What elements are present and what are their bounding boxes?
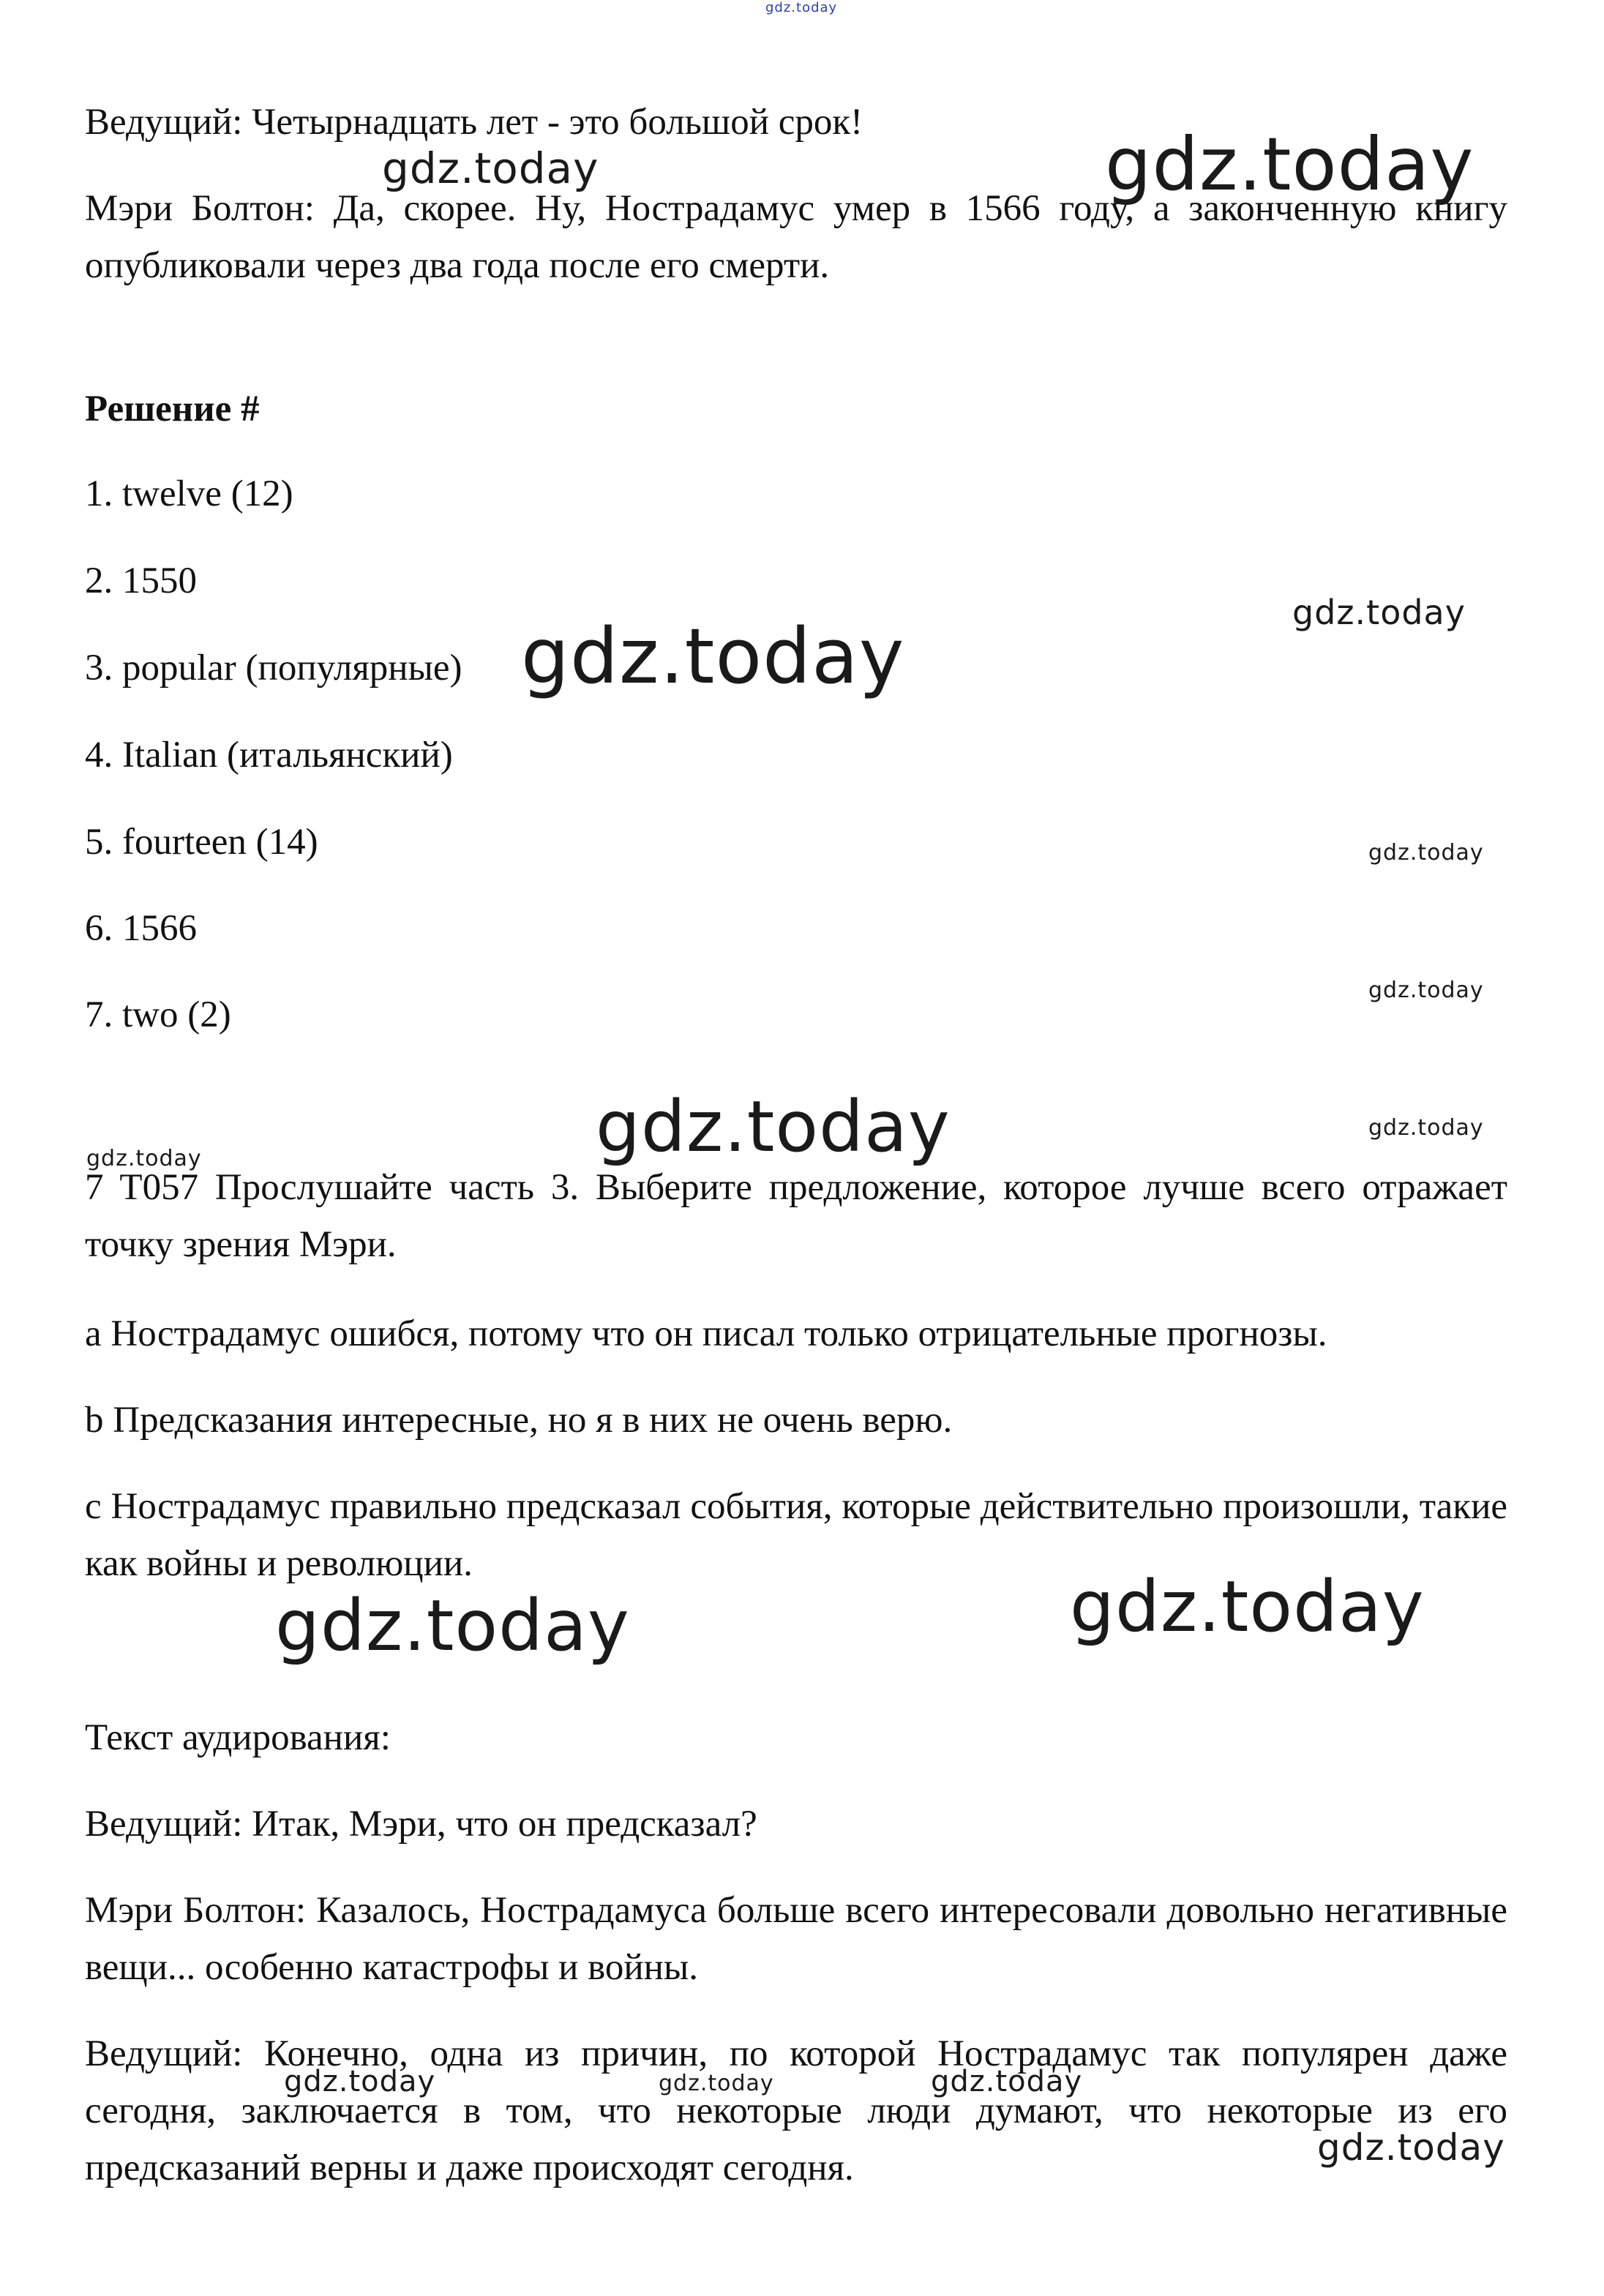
- transcript-host-comment: Ведущий: Конечно, одна из причин, по которой Нострадамус так популярен даже сегодня, заключается в том, что некоторые люди думают, что некоторые из его предсказаний верны и даже происходят сегодня.: [85, 2033, 1507, 2188]
- paragraph-mary-line-1: Мэри Болтон: Да, скорее. Ну, Нострадамус умер в 1566 году, а законченную книгу опубликовали через два года после его смерти.: [85, 188, 1507, 286]
- option-c: c Нострадамус правильно предсказал события, которые действительно произошли, такие как войны и революции.: [85, 1486, 1507, 1584]
- watermark-top: gdz.today: [765, 0, 838, 15]
- answer-item-4: 4. Italian (итальянский): [85, 735, 453, 776]
- transcript-host-question: Ведущий: Итак, Мэри, что он предсказал?: [85, 1804, 757, 1845]
- transcript-mary-answer: Мэри Болтон: Казалось, Нострадамуса больше всего интересовали довольно негативные вещи... особенно катастрофы и войны.: [85, 1890, 1507, 1988]
- answer-item-5: 5. fourteen (14): [85, 822, 318, 863]
- watermark-4: gdz.today: [521, 612, 905, 701]
- option-b: b Предсказания интересные, но я в них не очень верю.: [85, 1400, 953, 1441]
- watermark-10: gdz.today: [275, 1585, 630, 1667]
- watermark-8: gdz.today: [86, 1146, 202, 1171]
- watermark-2: gdz.today: [1105, 121, 1474, 207]
- transcript-heading: Текст аудирования:: [85, 1717, 391, 1758]
- watermark-1: gdz.today: [382, 143, 599, 193]
- watermark-14: gdz.today: [931, 2065, 1083, 2098]
- watermark-9: gdz.today: [1368, 1115, 1484, 1141]
- option-a: a Нострадамус ошибся, потому что он писал только отрицательные прогнозы.: [85, 1313, 1327, 1354]
- answer-item-6: 6. 1566: [85, 908, 197, 949]
- watermark-7: gdz.today: [596, 1086, 951, 1168]
- answer-item-3: 3. popular (популярные): [85, 648, 462, 689]
- watermark-11: gdz.today: [1070, 1566, 1425, 1648]
- watermark-13: gdz.today: [659, 2071, 774, 2096]
- answer-item-2: 2. 1550: [85, 560, 197, 601]
- watermark-15: gdz.today: [1317, 2126, 1505, 2169]
- paragraph-host-line-1: Ведущий: Четырнадцать лет - это большой срок!: [85, 102, 863, 143]
- answer-item-7: 7. two (2): [85, 994, 231, 1035]
- watermark-3: gdz.today: [1292, 593, 1466, 632]
- answer-item-1: 1. twelve (12): [85, 473, 293, 514]
- solution-heading: Решение #: [85, 389, 260, 429]
- watermark-5: gdz.today: [1368, 840, 1484, 866]
- task-7-instruction: 7 T057 Прослушайте часть 3. Выберите предложение, которое лучше всего отражает точку зрения Мэри.: [85, 1167, 1507, 1265]
- watermark-12: gdz.today: [284, 2065, 436, 2098]
- watermark-6: gdz.today: [1368, 978, 1484, 1003]
